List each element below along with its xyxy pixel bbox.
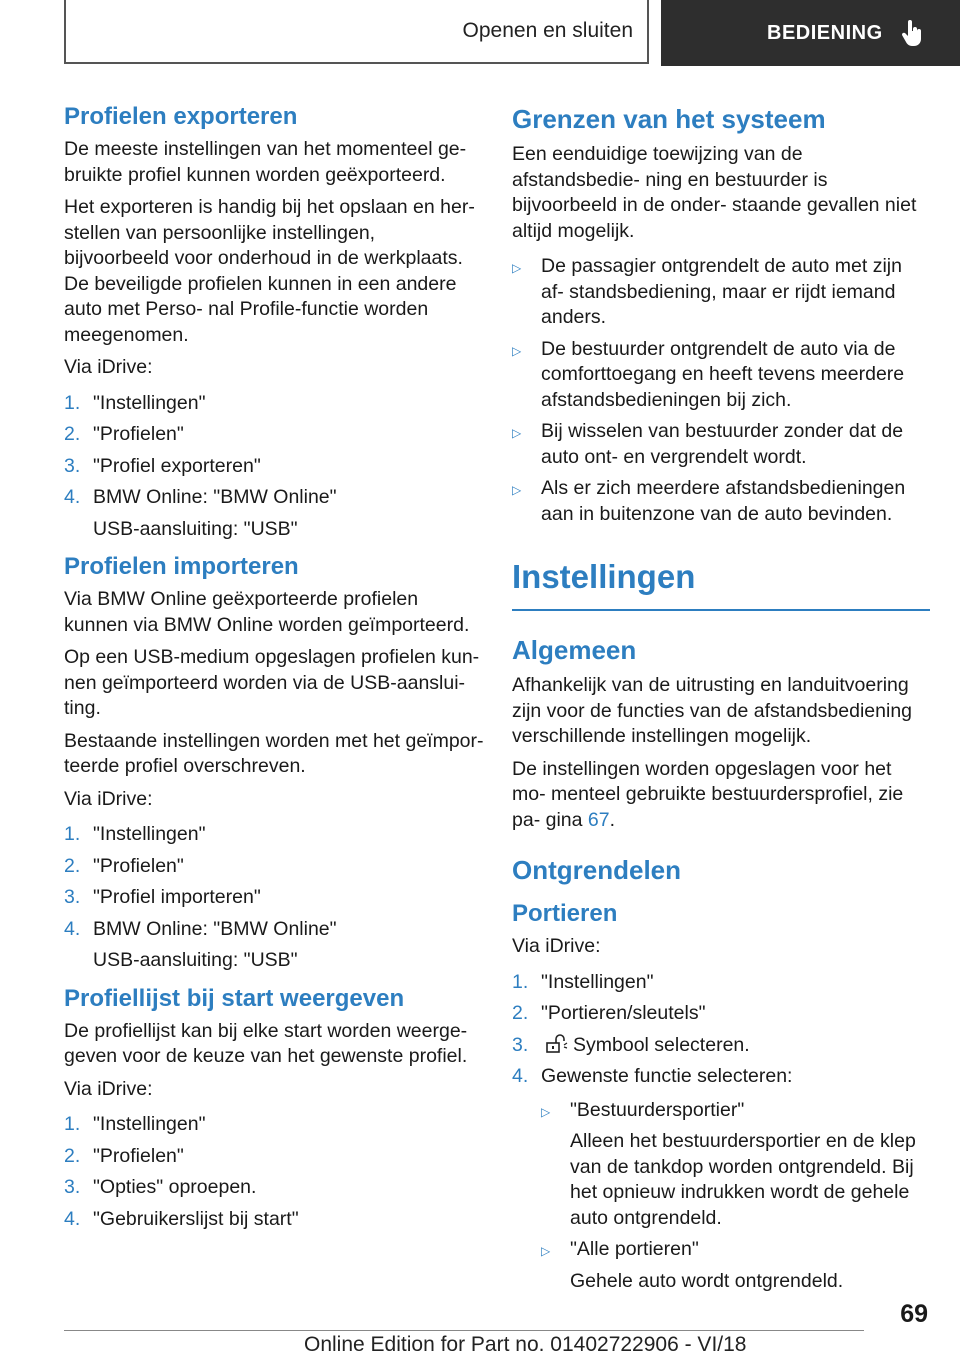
list-item: 2. "Profielen" [64, 1144, 184, 1167]
unlock-heading: Ontgrendelen [512, 855, 682, 885]
doors-via: Via iDrive: [512, 935, 601, 957]
list-item: 2. "Portieren/sleutels" [512, 1002, 706, 1024]
list-item: ▷ Bij wisselen van bestuurder zonder dat de auto ont- en vergrendelt wordt. [512, 419, 930, 470]
list-item: 1. "Instellingen" [512, 970, 654, 993]
unlock-icon [545, 1034, 569, 1054]
import-steps [64, 822, 484, 974]
import-paragraph-1: Via BMW Online geëxporteerde profielen kunnen via BMW Online worden geïmporteerd. [64, 588, 470, 636]
page-link[interactable]: 67 [587, 808, 610, 831]
list-item: 1. "Instellingen" [64, 391, 206, 414]
list-item: 4. "Gebruikerslijst bij start" [64, 1207, 299, 1230]
export-via: Via iDrive: [64, 356, 153, 378]
general-heading: Algemeen [512, 635, 637, 665]
footer-edition: Online Edition for Part no. 01402722906 - VI/18 [304, 1333, 747, 1356]
hand-pointer-icon [901, 19, 925, 47]
doors-steps [512, 970, 930, 1301]
export-paragraph-1: De meeste instellingen van het momenteel ge- bruikte profiel kunnen worden geëxporteerd. [64, 138, 467, 186]
list-item: 3. Symbool selecteren. [512, 1033, 750, 1056]
profile-list-steps [64, 1112, 484, 1232]
export-paragraph-2: Het exporteren is handig bij het opslaan en her- stellen van persoonlijke instellingen, bijvoorbeeld voor onderhoud in de werkplaats. De beveiligde profielen kunnen in een andere auto met Perso- nal Profile-functie worden meegenomen. [64, 196, 475, 346]
profile-list-via: Via iDrive: [64, 1077, 153, 1100]
triangle-bullet-icon: ▷ [512, 483, 522, 497]
list-item: ▷ "Bestuurdersportier" Alleen het bestuurdersportier en de klep van de tankdop worden ontgrendeld. Bij het opnieuw indrukken wordt de gehele auto ontgrendeld. [541, 1098, 930, 1232]
triangle-bullet-icon: ▷ [512, 426, 522, 440]
footer-divider [64, 1330, 864, 1331]
limits-paragraph: Een eenduidige toewijzing van de afstandsbedie- ning en bestuurder is bijvoorbeeld in de onder- staande gevallen niet altijd mogelijk. [512, 143, 917, 242]
export-heading: Profielen exporteren [64, 103, 298, 130]
list-item: 4. BMW Online: "BMW Online" USB-aansluiting: "USB" [64, 917, 337, 971]
list-item: 3. "Profiel importeren" [64, 886, 261, 908]
import-heading: Profielen importeren [64, 553, 299, 580]
list-item: ▷ "Alle portieren" Gehele auto wordt ontgrendeld. [541, 1237, 930, 1294]
chapter-title: BEDIENING [767, 21, 883, 44]
triangle-bullet-icon: ▷ [541, 1244, 551, 1258]
profile-list-paragraph: De profiellijst kan bij elke start worden weerge- geven voor de keuze van het gewenste profiel. [64, 1019, 468, 1067]
import-via: Via iDrive: [64, 787, 153, 810]
right-column [512, 100, 930, 1308]
list-item: 4. Gewenste functie selecteren: ▷ "Bestuurdersportier" Alleen het bestuurdersportier en de klep van de tankdop worden ontgrendeld. Bij het opnieuw indrukken wordt de gehele auto ontgrendeld. ▷ "Alle portieren" Gehele auto wordt ontgrendeld. [512, 1064, 930, 1300]
triangle-bullet-icon: ▷ [512, 261, 522, 275]
page-number: 69 [900, 1300, 928, 1328]
list-item: 2. "Profielen" [64, 854, 184, 877]
import-paragraph-2: Op een USB-medium opgeslagen profielen kun- nen geïmporteerd worden via de USB-aanslui- ting. [64, 646, 480, 719]
section-header [64, 0, 649, 64]
triangle-bullet-icon: ▷ [512, 343, 522, 358]
list-item: 3. "Profiel exporteren" [64, 454, 261, 477]
list-item: ▷ De passagier ontgrendelt de auto met zijn af- standsbediening, maar er rijdt iemand anders. [512, 254, 930, 331]
limits-bullets [512, 254, 930, 527]
export-steps [64, 391, 484, 543]
left-column [64, 100, 484, 1240]
doors-heading: Portieren [512, 900, 618, 927]
list-item: 1. "Instellingen" [64, 823, 206, 845]
chapter-header [661, 0, 960, 66]
section-title: Openen en sluiten [462, 19, 633, 42]
list-item: 2. "Profielen" [64, 423, 184, 445]
list-item: 3. "Opties" oproepen. [64, 1176, 257, 1198]
import-paragraph-3: Bestaande instellingen worden met het geïmpor- teerde profiel overschreven. [64, 729, 484, 777]
general-paragraph-1: Afhankelijk van de uitrusting en landuitvoering zijn voor de functies van de afstandsbediening verschillende instellingen mogelijk. [512, 674, 913, 747]
general-paragraph-2: De instellingen worden opgeslagen voor het mo- menteel gebruikte bestuurdersprofiel, zie pa- gina 67. [512, 757, 904, 831]
list-item: 4. BMW Online: "BMW Online" USB-aansluiting: "USB" [64, 486, 337, 540]
profile-list-heading: Profiellijst bij start weergeven [64, 984, 405, 1012]
door-options [541, 1098, 930, 1295]
list-item: ▷ De bestuurder ontgrendelt de auto via de comforttoegang en heeft tevens meerdere afstandsbedieningen bij zich. [512, 337, 930, 414]
list-item: 1. "Instellingen" [64, 1113, 206, 1135]
settings-chapter-heading: Instellingen [512, 555, 930, 611]
list-item: ▷ Als er zich meerdere afstandsbedieningen aan in buitenzone van de auto bevinden. [512, 476, 930, 527]
limits-heading: Grenzen van het systeem [512, 104, 826, 134]
triangle-bullet-icon: ▷ [541, 1104, 551, 1119]
